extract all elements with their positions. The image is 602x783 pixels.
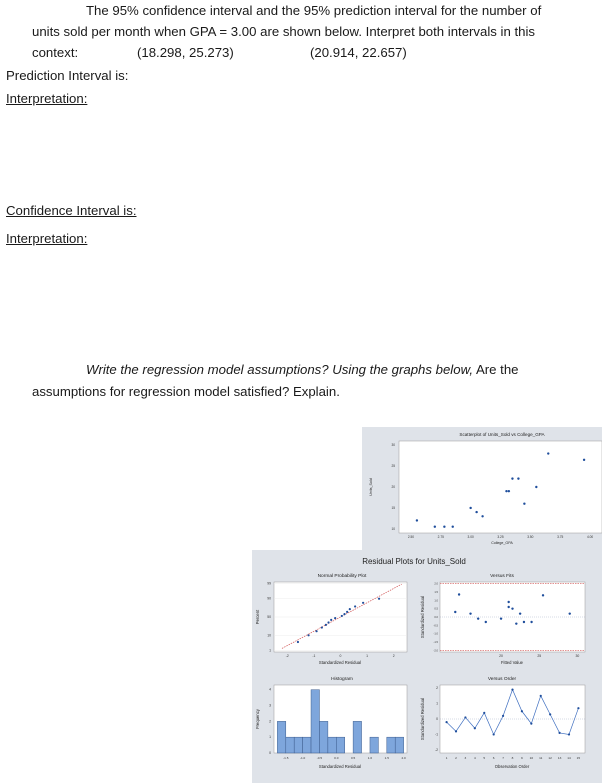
- fits-ytick-label: 1.0: [434, 599, 438, 603]
- order-xtick-label: 3: [464, 756, 467, 760]
- fits-ytick-label: 0.0: [434, 616, 438, 619]
- order-point: [483, 712, 485, 714]
- fits-ytick-label: -0.5: [433, 624, 438, 628]
- fits-point: [485, 621, 487, 623]
- npp-xtick-label: -2: [285, 654, 289, 658]
- fits-point: [500, 617, 502, 619]
- hist-xtick-label: 0.0: [334, 756, 339, 760]
- order-xtick-label: 11: [539, 756, 543, 760]
- interval-b: (20.914, 22.657): [310, 45, 407, 60]
- npp-point: [341, 615, 343, 617]
- fits-point: [542, 594, 544, 596]
- scatter-title: Scatterplot of Units_Sold vs College_GPA: [459, 432, 545, 437]
- npp-ylabel: Percent: [255, 609, 260, 625]
- npp-point: [378, 598, 380, 600]
- order-point: [455, 730, 457, 732]
- npp-xtick-label: 2: [392, 654, 395, 658]
- confidence-interval-label: Confidence Interval is:: [6, 203, 137, 218]
- question2-line1: [86, 362, 519, 378]
- order-xtick-label: 5: [483, 756, 486, 760]
- npp-title: Normal Probability Plot: [317, 574, 367, 579]
- npp-ytick-label: 99: [267, 581, 271, 586]
- order-ylabel: Standardized Residual: [420, 697, 425, 741]
- npp-point: [321, 626, 323, 628]
- scatterplot-panel: [362, 427, 602, 550]
- scatter-xtick-label: 2.50: [407, 535, 415, 539]
- hist-bar: [387, 737, 395, 753]
- order-point: [577, 707, 579, 709]
- fits-point: [530, 621, 532, 623]
- order-xtick-label: 10: [529, 756, 534, 760]
- order-point: [521, 710, 523, 712]
- npp-point: [325, 624, 327, 626]
- order-ytick-label: 0: [436, 717, 438, 721]
- order-point: [445, 721, 447, 723]
- question2-line2: assumptions for regression model satisfied? Explain.: [32, 384, 340, 399]
- npp-ytick-label: 50: [267, 615, 271, 619]
- npp-point: [346, 611, 348, 613]
- scatter-ytick-label: 15: [391, 505, 395, 510]
- fits-xtick-label: 20: [499, 654, 503, 658]
- fits-point: [458, 593, 460, 595]
- fits-title: Versus Fits: [490, 574, 514, 579]
- npp-xtick-label: -1: [312, 654, 316, 658]
- hist-ytick-label: 4: [269, 687, 271, 692]
- scatter-xlabel: College_GPA: [491, 541, 513, 545]
- npp-point: [349, 608, 351, 610]
- order-point: [493, 733, 495, 735]
- hist-ytick-label: 2: [269, 719, 271, 724]
- npp-ytick-label: 1: [269, 648, 271, 653]
- order-point: [474, 727, 476, 729]
- question2-rest: Are the: [473, 362, 519, 377]
- fits-point: [477, 617, 479, 619]
- order-point: [568, 733, 570, 735]
- scatter-ytick-label: 30: [391, 443, 395, 448]
- hist-ytick-label: 3: [269, 703, 271, 708]
- scatter-ytick-label: 10: [391, 526, 395, 531]
- scatter-point: [434, 526, 436, 528]
- order-xtick-label: 15: [576, 756, 581, 760]
- scatter-point: [505, 490, 507, 492]
- question1-line1: The 95% confidence interval and the 95% prediction interval for the number of: [86, 3, 542, 18]
- fits-point: [507, 606, 509, 608]
- scatter-point: [508, 490, 510, 492]
- hist-xtick-label: 1.5: [384, 756, 389, 760]
- hist-bar: [370, 737, 378, 753]
- scatter-point: [535, 486, 537, 488]
- order-xtick-label: 9: [521, 756, 523, 760]
- npp-xtick-label: 1: [366, 654, 369, 658]
- npp-ytick-label: 90: [267, 596, 271, 601]
- scatter-xtick-label: 4.00: [586, 535, 594, 539]
- order-ytick-label: -2: [434, 747, 438, 752]
- fits-ytick-label: -1.0: [433, 632, 438, 636]
- order-point: [502, 715, 504, 717]
- scatter-ylabel: Units_Sold: [369, 478, 373, 496]
- order-xtick-label: 7: [502, 756, 504, 760]
- fits-xtick-label: 25: [537, 654, 542, 658]
- fits-ytick-label: -1.5: [433, 641, 438, 644]
- scatter-xtick-label: 2.75: [437, 535, 444, 539]
- scatter-xtick-label: 3.25: [497, 535, 504, 539]
- hist-xtick-label: -0.5: [316, 756, 323, 760]
- fits-point: [515, 622, 517, 624]
- order-ytick-label: 2: [436, 686, 438, 691]
- order-ytick-label: 1: [436, 701, 438, 706]
- order-xtick-label: 1: [445, 756, 448, 760]
- scatter-point: [523, 503, 525, 505]
- fits-point: [454, 611, 456, 613]
- hist-xtick-label: 0.5: [350, 756, 356, 760]
- scatter-xtick-label: 3.00: [467, 535, 474, 539]
- npp-point: [307, 634, 309, 636]
- residual-plots-panel: [252, 550, 602, 783]
- fits-point: [507, 601, 509, 603]
- prediction-interval-label: Prediction Interval is:: [6, 68, 129, 83]
- order-xlabel: Observation Order: [494, 764, 530, 769]
- hist-xlabel: Standardized Residual: [318, 764, 362, 769]
- fits-xlabel: Fitted Value: [500, 660, 524, 665]
- hist-bar: [311, 690, 319, 753]
- order-ytick-label: -1: [434, 732, 438, 737]
- interval-a: (18.298, 25.273): [137, 45, 234, 60]
- hist-bar: [395, 737, 403, 753]
- order-point: [530, 723, 532, 725]
- order-xtick-label: 8: [511, 756, 514, 760]
- fits-xtick-label: 30: [575, 654, 580, 658]
- fits-ytick-label: 2.0: [434, 582, 438, 586]
- npp-xlabel: Standardized Residual: [318, 660, 362, 665]
- hist-xtick-label: 2.0: [401, 756, 406, 760]
- scatter-point: [416, 519, 418, 521]
- scatter-point: [583, 459, 585, 461]
- fits-ytick-label: 0.5: [434, 607, 438, 611]
- fits-point: [519, 612, 521, 614]
- interpretation-label-2: Interpretation:: [6, 231, 88, 246]
- fits-point: [469, 612, 471, 614]
- hist-bar: [328, 737, 336, 753]
- scatter-point: [481, 515, 483, 517]
- hist-xtick-label: -1.0: [299, 756, 306, 760]
- fits-point: [569, 612, 571, 614]
- npp-point: [343, 613, 345, 615]
- question1-context-label: context:: [32, 45, 79, 60]
- scatter-ytick-label: 25: [391, 464, 395, 469]
- order-point: [511, 689, 513, 691]
- interpretation-label-1: Interpretation:: [6, 91, 88, 106]
- scatter-point: [469, 507, 471, 509]
- hist-ylabel: Frequency: [255, 709, 260, 729]
- scatter-point: [511, 477, 513, 479]
- npp-point: [327, 621, 329, 623]
- hist-xtick-label: 1.0: [367, 756, 373, 760]
- hist-title: Histogram: [331, 677, 353, 682]
- order-title: Versus Order: [487, 677, 517, 682]
- npp-point: [297, 641, 299, 643]
- npp-ytick-label: 10: [267, 633, 271, 638]
- hist-bar: [303, 737, 311, 753]
- hist-bar: [294, 737, 302, 753]
- hist-bar: [353, 721, 361, 753]
- fits-point: [511, 607, 513, 609]
- fits-ytick-label: 1.5: [434, 591, 438, 594]
- scatter-xtick-label: 3.75: [557, 535, 564, 539]
- scatter-plot-area: [399, 441, 602, 533]
- order-xtick-label: 13: [557, 756, 562, 760]
- npp-xtick-label: 0: [339, 654, 342, 658]
- residual-super-title: Residual Plots for Units_Sold: [362, 557, 466, 566]
- question2-italic: Write the regression model assumptions? Using the graphs below,: [86, 362, 474, 377]
- hist-bar: [277, 721, 285, 753]
- npp-point: [354, 605, 356, 607]
- fits-ylabel: Standardized Residual: [420, 595, 425, 639]
- scatter-xtick-label: 3.50: [527, 535, 534, 539]
- fits-point: [523, 621, 525, 623]
- scatter-point: [452, 526, 454, 528]
- order-point: [464, 716, 466, 718]
- question1-line2: units sold per month when GPA = 3.00 are shown below. Interpret both intervals in this: [32, 24, 535, 39]
- npp-point: [330, 619, 332, 621]
- hist-ytick-label: 0: [269, 751, 271, 755]
- order-xtick-label: 4: [473, 756, 476, 760]
- order-xtick-label: 2: [455, 756, 457, 760]
- order-point: [540, 695, 542, 697]
- fits-ytick-label: -2.0: [433, 649, 438, 653]
- scatter-point: [517, 477, 519, 479]
- scatter-ytick-label: 20: [391, 485, 395, 489]
- scatter-point: [475, 511, 477, 513]
- hist-bar: [286, 737, 294, 753]
- scatter-point: [443, 526, 445, 528]
- order-xtick-label: 12: [548, 756, 552, 760]
- hist-bar: [336, 737, 344, 753]
- order-xtick-label: 6: [492, 756, 495, 760]
- hist-xtick-label: -1.5: [283, 756, 289, 760]
- order-point: [558, 732, 560, 734]
- npp-point: [362, 602, 364, 604]
- hist-ytick-label: 1: [269, 735, 271, 740]
- npp-point: [334, 617, 336, 619]
- order-xtick-label: 14: [567, 756, 571, 760]
- order-point: [549, 713, 551, 715]
- scatter-point: [547, 452, 549, 454]
- hist-bar: [319, 721, 327, 753]
- npp-point: [315, 630, 317, 632]
